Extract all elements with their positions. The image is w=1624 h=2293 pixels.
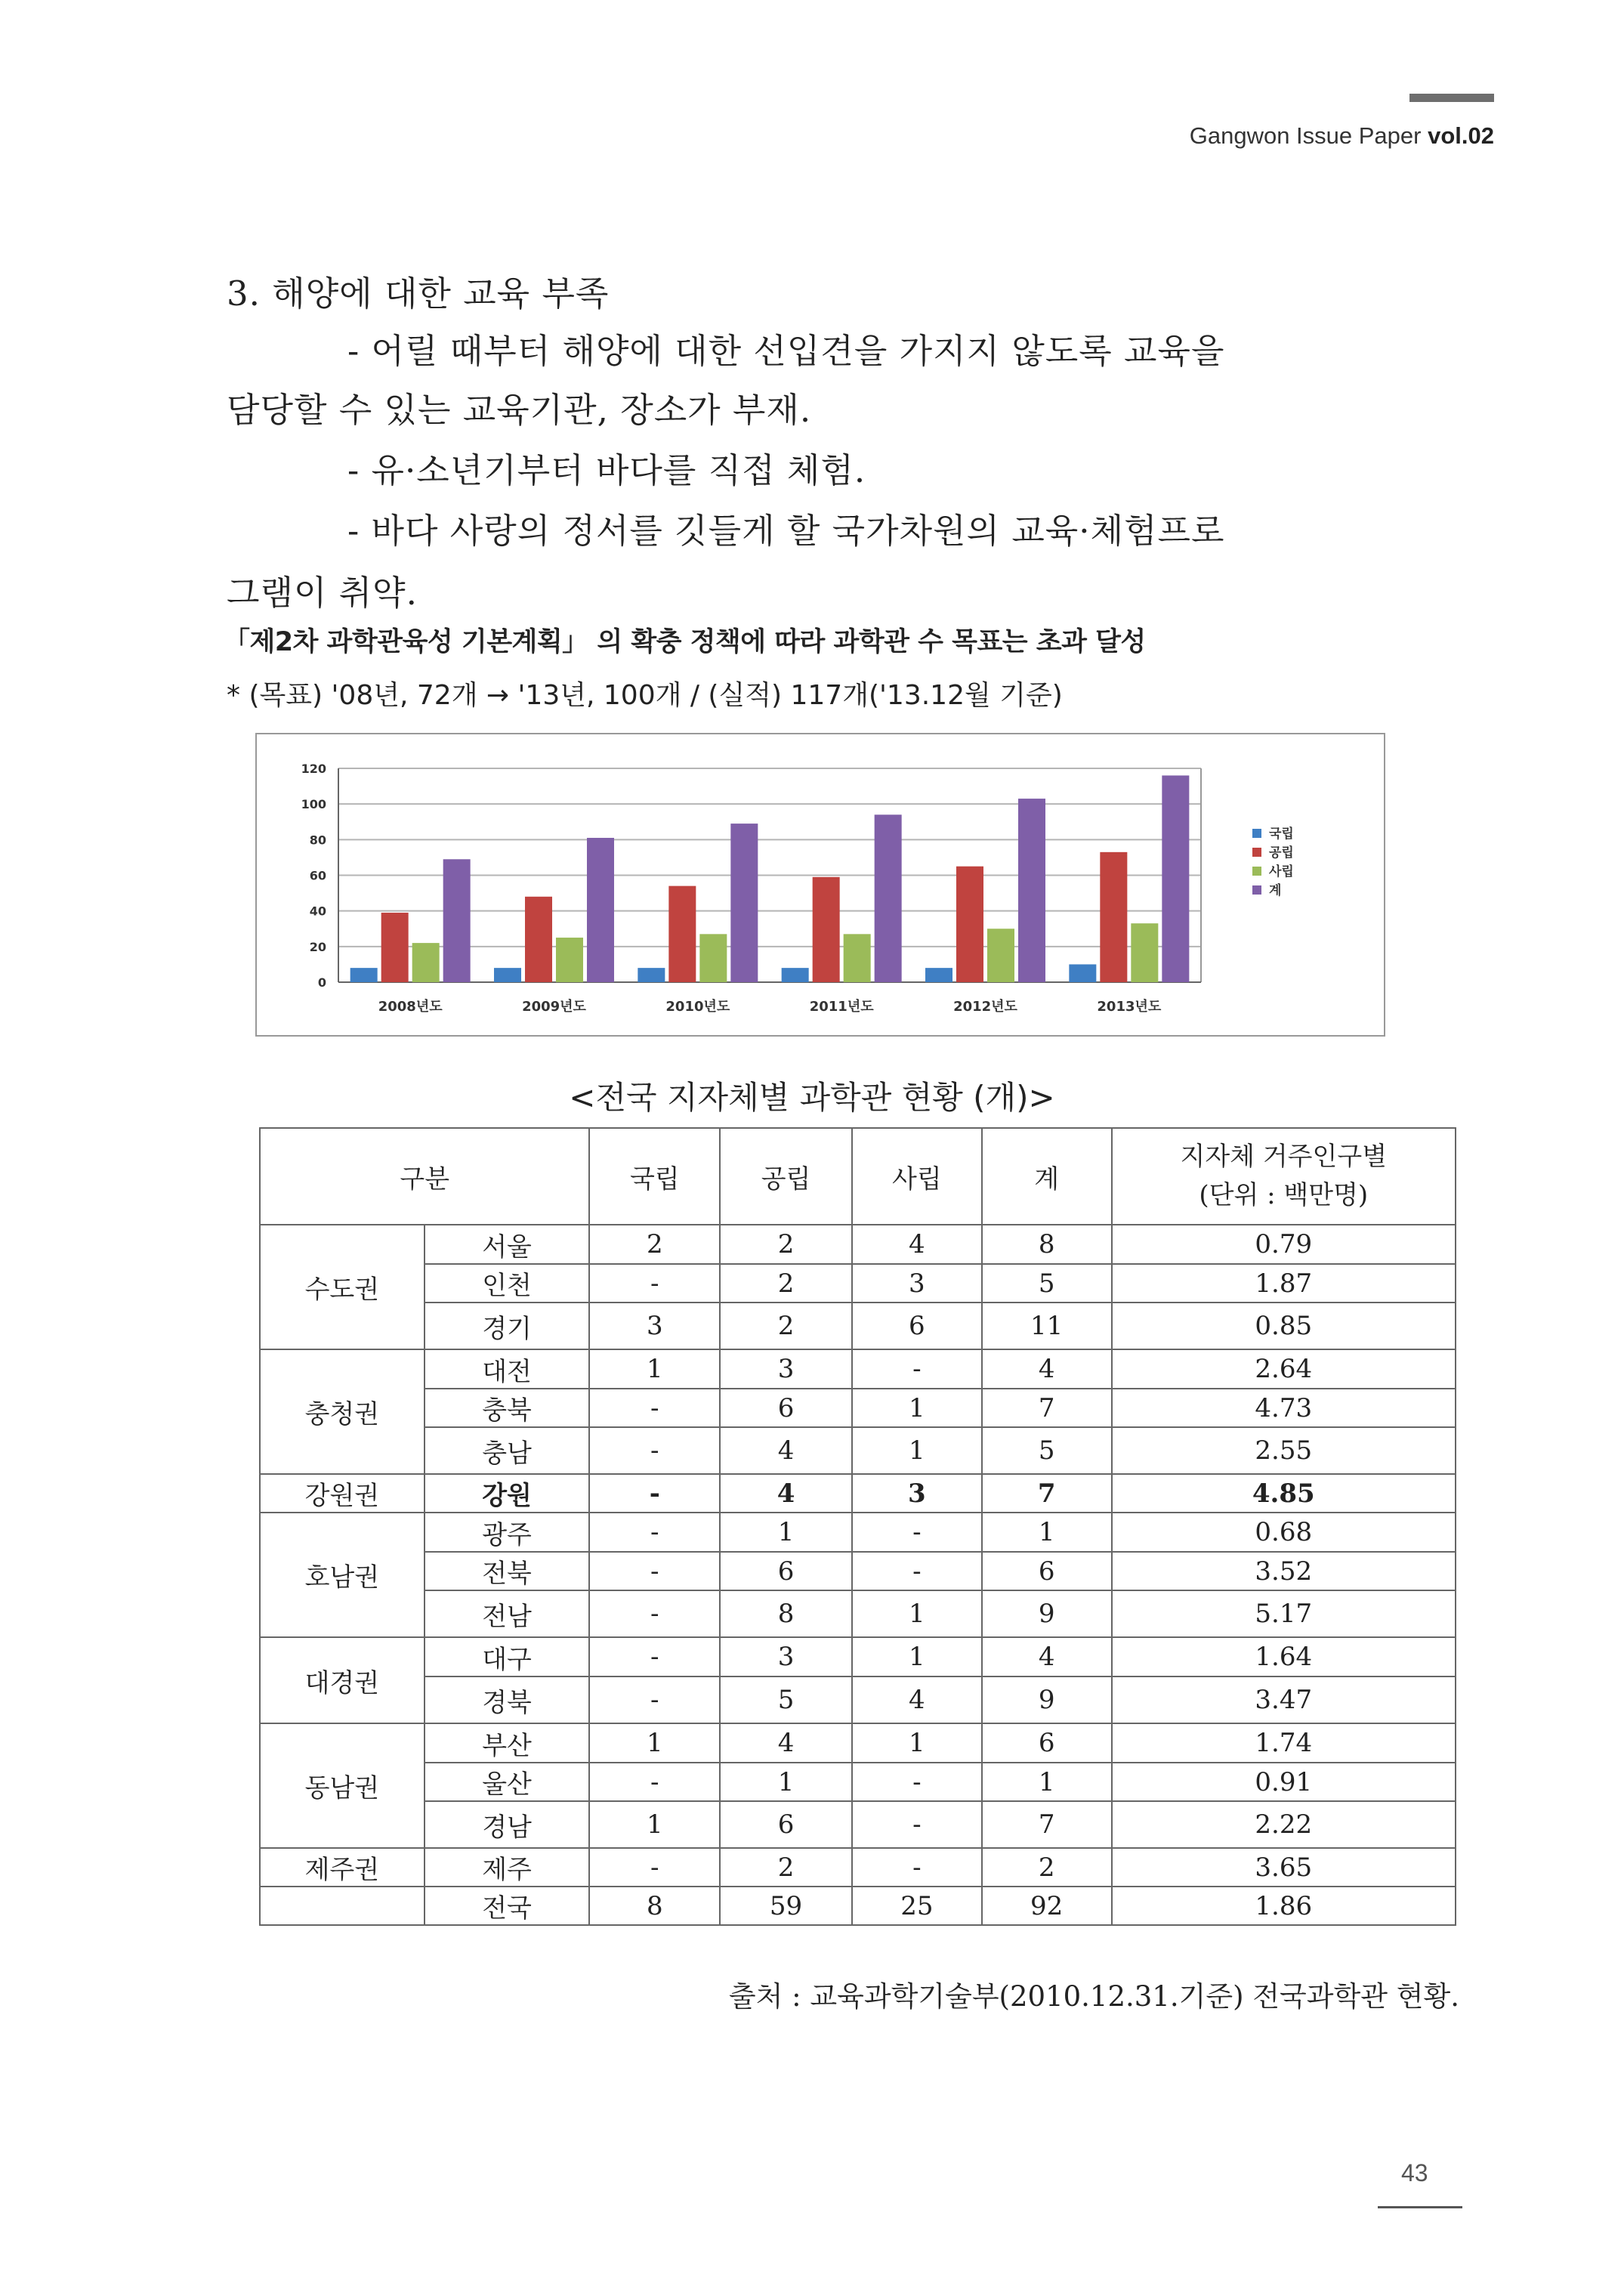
cell-private: 3 [852, 1474, 982, 1513]
bar-공립-2013년도 [1100, 852, 1127, 982]
header-population-line-2: (단위 : 백만명) [1199, 1180, 1369, 1210]
cell-national: - [589, 1264, 720, 1303]
bar-국립-2009년도 [494, 968, 521, 982]
legend-label: 국립 [1269, 827, 1294, 842]
bar-공립-2009년도 [525, 897, 552, 982]
cell-public: 4 [720, 1474, 852, 1513]
volume-label: vol.02 [1428, 122, 1494, 149]
cell-total: 7 [982, 1474, 1112, 1513]
body-line-2: 담당할 수 있는 교육기관, 장소가 부재. [227, 390, 812, 430]
cell-national: - [589, 1848, 720, 1887]
cell-region: 경기 [425, 1303, 590, 1349]
bar-국립-2010년도 [638, 968, 665, 982]
cell-private: 1 [852, 1637, 982, 1676]
cell-region: 전북 [425, 1552, 590, 1590]
x-tick-label: 2013년도 [1097, 999, 1162, 1015]
bar-사립-2010년도 [699, 934, 727, 982]
bar-공립-2008년도 [381, 913, 409, 982]
cell-total: 5 [982, 1264, 1112, 1303]
cell-public: 1 [720, 1763, 852, 1801]
header-population-line-1: 지자체 거주인구별 [1180, 1142, 1388, 1172]
body-line-5: 그램이 취약. [227, 573, 418, 613]
body-line-1: - 어릴 때부터 해양에 대한 선입견을 가지지 않도록 교육을 [347, 331, 1225, 371]
cell-region: 대구 [425, 1637, 590, 1676]
body-line-3: - 유·소년기부터 바다를 직접 체험. [347, 450, 866, 490]
table-row [260, 1264, 1456, 1303]
legend-swatch-사립 [1252, 867, 1261, 876]
legend-swatch-계 [1252, 885, 1261, 895]
cell-public: 6 [720, 1552, 852, 1590]
source-note: 출처 : 교육과학기술부(2010.12.31.기준) 전국과학관 현황. [728, 1980, 1459, 2013]
group-cell: 제주권 [260, 1848, 425, 1887]
group-cell-empty [260, 1887, 425, 1925]
y-tick-label: 80 [309, 833, 326, 848]
cell-total: 11 [982, 1303, 1112, 1349]
cell-national: - [589, 1427, 720, 1474]
page-number: 43 [1401, 2159, 1428, 2186]
series-title: Gangwon Issue Paper [1189, 122, 1422, 149]
legend-label: 공립 [1269, 845, 1294, 861]
cell-total: 5 [982, 1427, 1112, 1474]
cell-public: 3 [720, 1637, 852, 1676]
cell-private: 1 [852, 1427, 982, 1474]
header-private: 사립 [852, 1128, 982, 1225]
cell-region: 전국 [425, 1887, 590, 1925]
running-header [1190, 122, 1494, 150]
bar-국립-2012년도 [925, 968, 952, 982]
cell-total: 9 [982, 1676, 1112, 1723]
group-cell: 수도권 [260, 1225, 425, 1349]
cell-private: - [852, 1763, 982, 1801]
group-cell: 강원권 [260, 1474, 425, 1513]
cell-region: 충남 [425, 1427, 590, 1474]
x-tick-label: 2010년도 [665, 999, 730, 1015]
y-tick-label: 40 [309, 904, 326, 919]
cell-public: 1 [720, 1513, 852, 1552]
bar-계-2011년도 [875, 814, 902, 982]
bar-chart-frame [255, 733, 1385, 1037]
cell-population: 1.64 [1112, 1637, 1456, 1676]
table-row [260, 1848, 1456, 1887]
cell-region: 대전 [425, 1349, 590, 1389]
cell-population: 0.85 [1112, 1303, 1456, 1349]
table-row [260, 1225, 1456, 1264]
legend-swatch-국립 [1252, 829, 1261, 838]
cell-national: - [589, 1676, 720, 1723]
cell-private: - [852, 1801, 982, 1848]
section-heading: 3. 해양에 대한 교육 부족 [227, 273, 610, 314]
header-rule [1409, 94, 1494, 102]
cell-public: 6 [720, 1389, 852, 1427]
cell-population: 3.65 [1112, 1848, 1456, 1887]
cell-total: 6 [982, 1723, 1112, 1763]
cell-public: 3 [720, 1349, 852, 1389]
cell-national: 1 [589, 1801, 720, 1848]
cell-total: 7 [982, 1801, 1112, 1848]
y-tick-label: 120 [301, 762, 326, 776]
bar-계-2010년도 [730, 824, 758, 982]
header-population [1112, 1128, 1456, 1225]
bar-계-2012년도 [1018, 799, 1045, 982]
bar-공립-2012년도 [956, 867, 983, 982]
legend-label: 사립 [1269, 864, 1294, 879]
cell-population: 5.17 [1112, 1590, 1456, 1637]
y-tick-label: 20 [309, 939, 326, 954]
x-tick-label: 2011년도 [809, 999, 874, 1015]
cell-public: 59 [720, 1887, 852, 1925]
table-row [260, 1513, 1456, 1552]
cell-public: 5 [720, 1676, 852, 1723]
cell-region: 경남 [425, 1801, 590, 1848]
science-museum-table [259, 1127, 1456, 1926]
cell-private: 6 [852, 1303, 982, 1349]
cell-population: 0.68 [1112, 1513, 1456, 1552]
table-row [260, 1637, 1456, 1676]
cell-region: 경북 [425, 1676, 590, 1723]
cell-population: 3.52 [1112, 1552, 1456, 1590]
table-row [260, 1723, 1456, 1763]
table-row [260, 1801, 1456, 1848]
y-tick-label: 0 [317, 975, 326, 990]
cell-total: 6 [982, 1552, 1112, 1590]
bar-사립-2011년도 [844, 934, 871, 982]
cell-national: - [589, 1389, 720, 1427]
cell-national: - [589, 1513, 720, 1552]
cell-total: 4 [982, 1637, 1112, 1676]
header-total: 계 [982, 1128, 1112, 1225]
cell-total: 9 [982, 1590, 1112, 1637]
cell-population: 1.87 [1112, 1264, 1456, 1303]
cell-population: 3.47 [1112, 1676, 1456, 1723]
table-row [260, 1474, 1456, 1513]
cell-population: 4.73 [1112, 1389, 1456, 1427]
cell-region: 광주 [425, 1513, 590, 1552]
header-public: 공립 [720, 1128, 852, 1225]
x-tick-label: 2012년도 [953, 999, 1017, 1015]
cell-national: - [589, 1637, 720, 1676]
cell-public: 6 [720, 1801, 852, 1848]
cell-total: 92 [982, 1887, 1112, 1925]
table-row [260, 1349, 1456, 1389]
cell-private: - [852, 1552, 982, 1590]
x-tick-label: 2009년도 [522, 999, 586, 1015]
table-row [260, 1590, 1456, 1637]
cell-population: 2.22 [1112, 1801, 1456, 1848]
cell-population: 1.74 [1112, 1723, 1456, 1763]
body-line-4: - 바다 사랑의 정서를 깃들게 할 국가차원의 교육·체험프로 [347, 511, 1225, 551]
y-tick-label: 60 [309, 868, 326, 883]
bar-사립-2012년도 [987, 929, 1014, 982]
bar-계-2013년도 [1162, 775, 1189, 982]
cell-private: 1 [852, 1723, 982, 1763]
table-body [260, 1225, 1456, 1925]
bar-사립-2009년도 [556, 938, 583, 982]
cell-total: 8 [982, 1225, 1112, 1264]
cell-total: 1 [982, 1513, 1112, 1552]
cell-national: 2 [589, 1225, 720, 1264]
table-header-row [260, 1128, 1456, 1225]
footer-rule [1378, 2206, 1462, 2208]
cell-region: 제주 [425, 1848, 590, 1887]
table-row [260, 1887, 1456, 1925]
table-row [260, 1303, 1456, 1349]
cell-public: 4 [720, 1427, 852, 1474]
table-row [260, 1763, 1456, 1801]
cell-national: - [589, 1552, 720, 1590]
cell-national: 1 [589, 1723, 720, 1763]
table-row [260, 1676, 1456, 1723]
bar-공립-2011년도 [813, 877, 840, 982]
cell-private: - [852, 1349, 982, 1389]
cell-population: 4.85 [1112, 1474, 1456, 1513]
cell-population: 1.86 [1112, 1887, 1456, 1925]
table-row [260, 1552, 1456, 1590]
header-national: 국립 [589, 1128, 720, 1225]
cell-population: 0.79 [1112, 1225, 1456, 1264]
cell-private: 4 [852, 1225, 982, 1264]
bar-계-2008년도 [443, 859, 471, 982]
cell-region: 인천 [425, 1264, 590, 1303]
cell-national: - [589, 1763, 720, 1801]
cell-region: 강원 [425, 1474, 590, 1513]
bar-국립-2008년도 [350, 968, 378, 982]
header-group: 구분 [260, 1128, 589, 1225]
bar-계-2009년도 [587, 838, 614, 982]
cell-total: 1 [982, 1763, 1112, 1801]
cell-total: 4 [982, 1349, 1112, 1389]
bar-공립-2010년도 [668, 886, 696, 982]
cell-public: 2 [720, 1848, 852, 1887]
bar-국립-2013년도 [1069, 964, 1096, 982]
cell-national: 8 [589, 1887, 720, 1925]
cell-region: 전남 [425, 1590, 590, 1637]
bar-사립-2008년도 [412, 943, 440, 982]
cell-region: 충북 [425, 1389, 590, 1427]
cell-private: - [852, 1513, 982, 1552]
bar-chart [257, 734, 1384, 1035]
bar-국립-2011년도 [782, 968, 809, 982]
cell-public: 4 [720, 1723, 852, 1763]
y-tick-label: 100 [301, 797, 326, 812]
cell-population: 0.91 [1112, 1763, 1456, 1801]
cell-national: 3 [589, 1303, 720, 1349]
bar-사립-2013년도 [1131, 923, 1158, 982]
group-cell: 호남권 [260, 1513, 425, 1637]
legend-label: 계 [1269, 883, 1282, 898]
group-cell: 동남권 [260, 1723, 425, 1848]
cell-private: 1 [852, 1590, 982, 1637]
cell-public: 8 [720, 1590, 852, 1637]
table-row [260, 1389, 1456, 1427]
cell-national: 1 [589, 1349, 720, 1389]
cell-region: 부산 [425, 1723, 590, 1763]
cell-private: - [852, 1848, 982, 1887]
cell-public: 2 [720, 1303, 852, 1349]
group-cell: 대경권 [260, 1637, 425, 1723]
group-cell: 충청권 [260, 1349, 425, 1474]
cell-private: 25 [852, 1887, 982, 1925]
cell-national: - [589, 1474, 720, 1513]
cell-private: 4 [852, 1676, 982, 1723]
cell-region: 울산 [425, 1763, 590, 1801]
cell-private: 3 [852, 1264, 982, 1303]
chart-caption-line-2: * (목표) '08년, 72개 → '13년, 100개 / (실적) 117개('13.12월 기준) [227, 680, 1063, 711]
cell-public: 2 [720, 1264, 852, 1303]
cell-region: 서울 [425, 1225, 590, 1264]
cell-private: 1 [852, 1389, 982, 1427]
cell-population: 2.64 [1112, 1349, 1456, 1389]
x-tick-label: 2008년도 [378, 999, 443, 1015]
cell-total: 7 [982, 1389, 1112, 1427]
table-title: <전국 지자체별 과학관 현황 (개)> [569, 1079, 1055, 1116]
legend-swatch-공립 [1252, 848, 1261, 857]
cell-public: 2 [720, 1225, 852, 1264]
chart-caption-line-1: 「제2차 과학관육성 기본계획」 의 확충 정책에 따라 과학관 수 목표는 초과 달성 [224, 627, 1146, 657]
cell-total: 2 [982, 1848, 1112, 1887]
cell-population: 2.55 [1112, 1427, 1456, 1474]
cell-national: - [589, 1590, 720, 1637]
table-row [260, 1427, 1456, 1474]
